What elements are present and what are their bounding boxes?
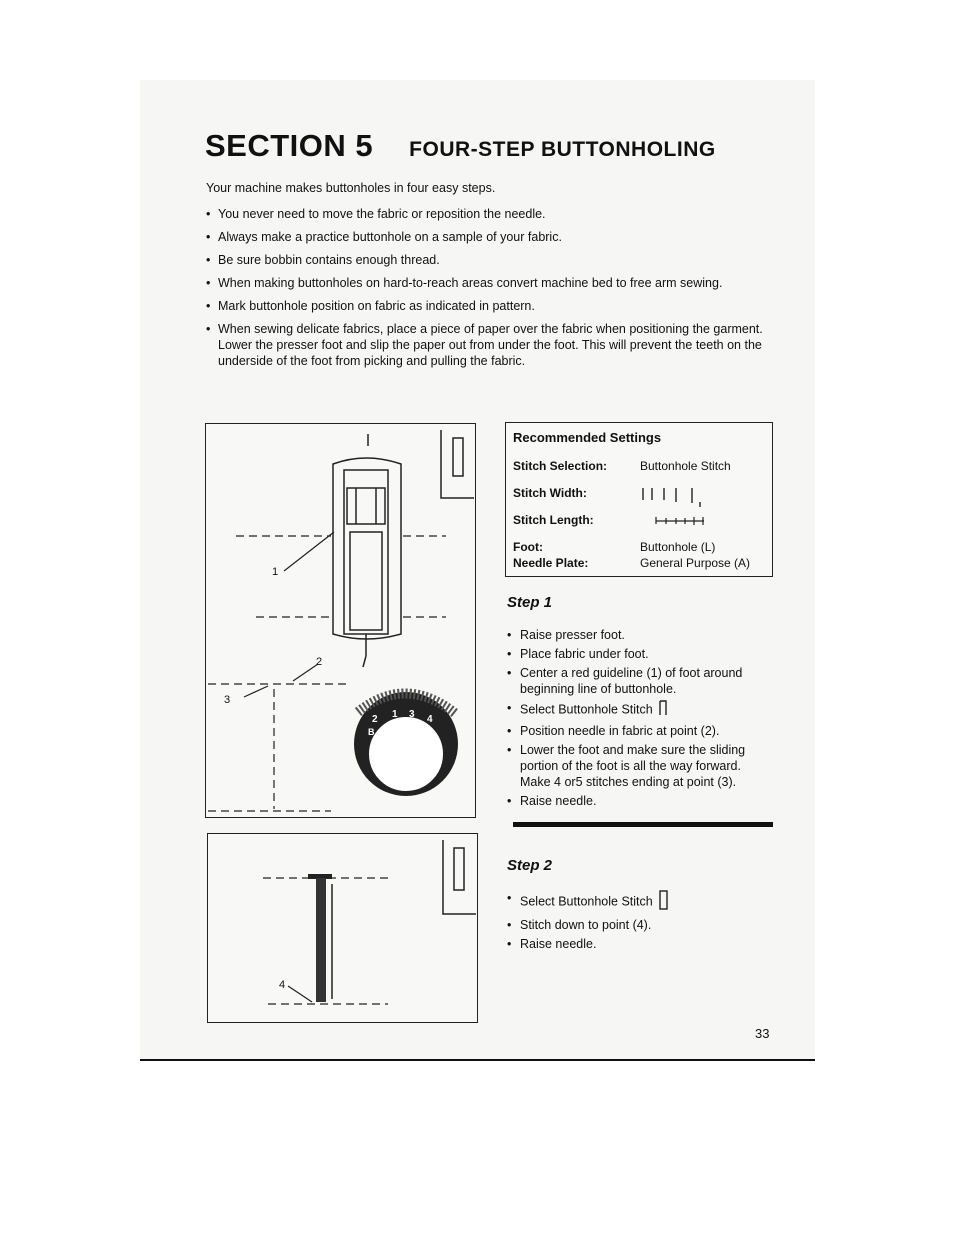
dial-label-ac: A/C xyxy=(391,724,407,734)
stitch-length-icon xyxy=(640,513,710,530)
list-item-text: Select Buttonhole Stitch xyxy=(520,702,653,717)
list-item: • When sewing delicate fabrics, place a piece of paper over the fabric when positioning the garment. Lower the presser foot and slip the paper out from under the foot. This will prevent the teeth on the underside of the foot from picking and pulling the fabric. xyxy=(206,321,774,369)
list-item: • Position needle in fabric at point (2). xyxy=(507,723,772,739)
list-item: • Be sure bobbin contains enough thread. xyxy=(206,252,774,268)
callout-2: 2 xyxy=(316,656,323,668)
list-item: • Center a red guideline (1) of foot around beginning line of buttonhole. xyxy=(507,665,772,697)
step2-list xyxy=(507,890,772,955)
list-item: • Always make a practice buttonhole on a sample of your fabric. xyxy=(206,229,774,245)
intro-bullets xyxy=(206,206,774,376)
setting-key: Stitch Width: xyxy=(513,486,587,500)
setting-key: Stitch Selection: xyxy=(513,459,608,473)
list-item: • Place fabric under foot. xyxy=(507,646,772,662)
dial-label-b: B xyxy=(368,727,375,737)
settings-heading: Recommended Settings xyxy=(513,430,662,445)
buttonhole-stitch-icon xyxy=(659,700,667,720)
list-item: • Mark buttonhole position on fabric as indicated in pattern. xyxy=(206,298,774,314)
dial-label-1: 1 xyxy=(392,709,398,720)
callout-1: 1 xyxy=(272,566,279,578)
bottom-rule xyxy=(140,1059,815,1061)
setting-value: Buttonhole Stitch xyxy=(640,459,731,473)
setting-key: Stitch Length: xyxy=(513,513,594,527)
setting-value: General Purpose (A) xyxy=(640,556,751,570)
list-item: • Raise needle. xyxy=(507,936,772,952)
list-item: • Raise presser foot. xyxy=(507,627,772,643)
dial-label-d: D xyxy=(424,727,431,737)
callout-4: 4 xyxy=(279,979,286,991)
page-number: 33 xyxy=(755,1026,770,1041)
stitch-dial xyxy=(354,692,458,796)
list-item: • Lower the foot and make sure the sliding portion of the foot is all the way forward. Make 4 or5 stitches ending at point (3). xyxy=(507,742,772,790)
setting-key: Needle Plate: xyxy=(513,556,589,570)
section-label: SECTION 5 xyxy=(205,128,374,163)
stitch-width-icon xyxy=(640,486,710,511)
figure-step2 xyxy=(207,833,478,1023)
setting-value: Buttonhole (L) xyxy=(640,540,716,554)
page-title xyxy=(205,128,716,164)
dial-label-2: 2 xyxy=(372,714,378,725)
list-item-text: Select Buttonhole Stitch xyxy=(520,894,653,909)
list-item xyxy=(507,700,772,720)
step1-heading: Step 1 xyxy=(507,594,553,611)
list-item xyxy=(507,890,772,914)
buttonhole-stitch-icon xyxy=(659,890,668,914)
dial-label-4: 4 xyxy=(427,714,433,725)
step2-heading: Step 2 xyxy=(507,857,553,874)
list-item: • When making buttonholes on hard-to-reach areas convert machine bed to free arm sewing. xyxy=(206,275,774,291)
presser-foot-illustration xyxy=(206,424,475,817)
list-item: • Raise needle. xyxy=(507,793,772,809)
recommended-settings xyxy=(505,422,773,577)
section-title: FOUR-STEP BUTTONHOLING xyxy=(409,138,716,161)
dial-label-3: 3 xyxy=(409,709,415,720)
buttonhole-illustration xyxy=(208,834,477,1022)
figure-step1 xyxy=(205,423,476,818)
list-item: • Stitch down to point (4). xyxy=(507,917,772,933)
step1-list xyxy=(507,627,772,812)
callout-3: 3 xyxy=(224,694,231,706)
section-divider xyxy=(513,822,773,827)
intro-text: Your machine makes buttonholes in four easy steps. xyxy=(206,181,496,195)
list-item: • You never need to move the fabric or reposition the needle. xyxy=(206,206,774,222)
setting-key: Foot: xyxy=(513,540,543,554)
